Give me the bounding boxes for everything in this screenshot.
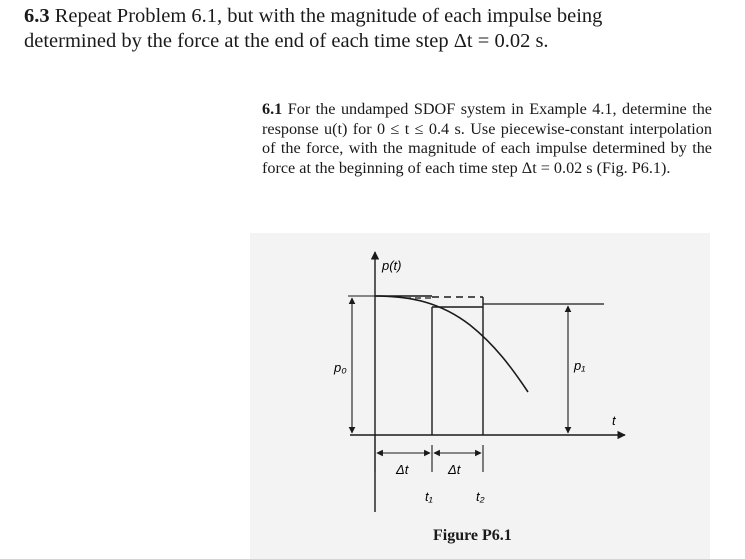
p0-label: p₀ — [334, 360, 347, 375]
dt2-label: Δt — [448, 462, 461, 477]
force-curve — [375, 296, 528, 392]
p-axis-label: p(t) — [382, 258, 402, 273]
t-axis-label: t — [612, 413, 616, 428]
problem-6-1-text: For the undamped SDOF system in Example 4.1, determine the response u(t) for 0 ≤ t ≤ 0.4 s. Use piecewise-constant interpolation of the force, with the magnitude of each impulse determined by the force at the beginning of each time step Δt = 0.02 s (Fig. P6.1). — [262, 100, 712, 177]
dt1-label: Δt — [396, 462, 409, 477]
p1-label: p₁ — [574, 358, 586, 373]
problem-6-3-text: Repeat Problem 6.1, but with the magnitude of each impulse being determined by the force at the end of each time step Δt = 0.02 s. — [24, 5, 603, 52]
t1-label: t₁ — [425, 489, 433, 504]
problem-6-1-number: 6.1 — [262, 100, 283, 118]
problem-6-3-number: 6.3 — [24, 5, 50, 27]
figure-caption: Figure P6.1 — [433, 527, 512, 544]
t2-label: t₂ — [476, 489, 485, 504]
